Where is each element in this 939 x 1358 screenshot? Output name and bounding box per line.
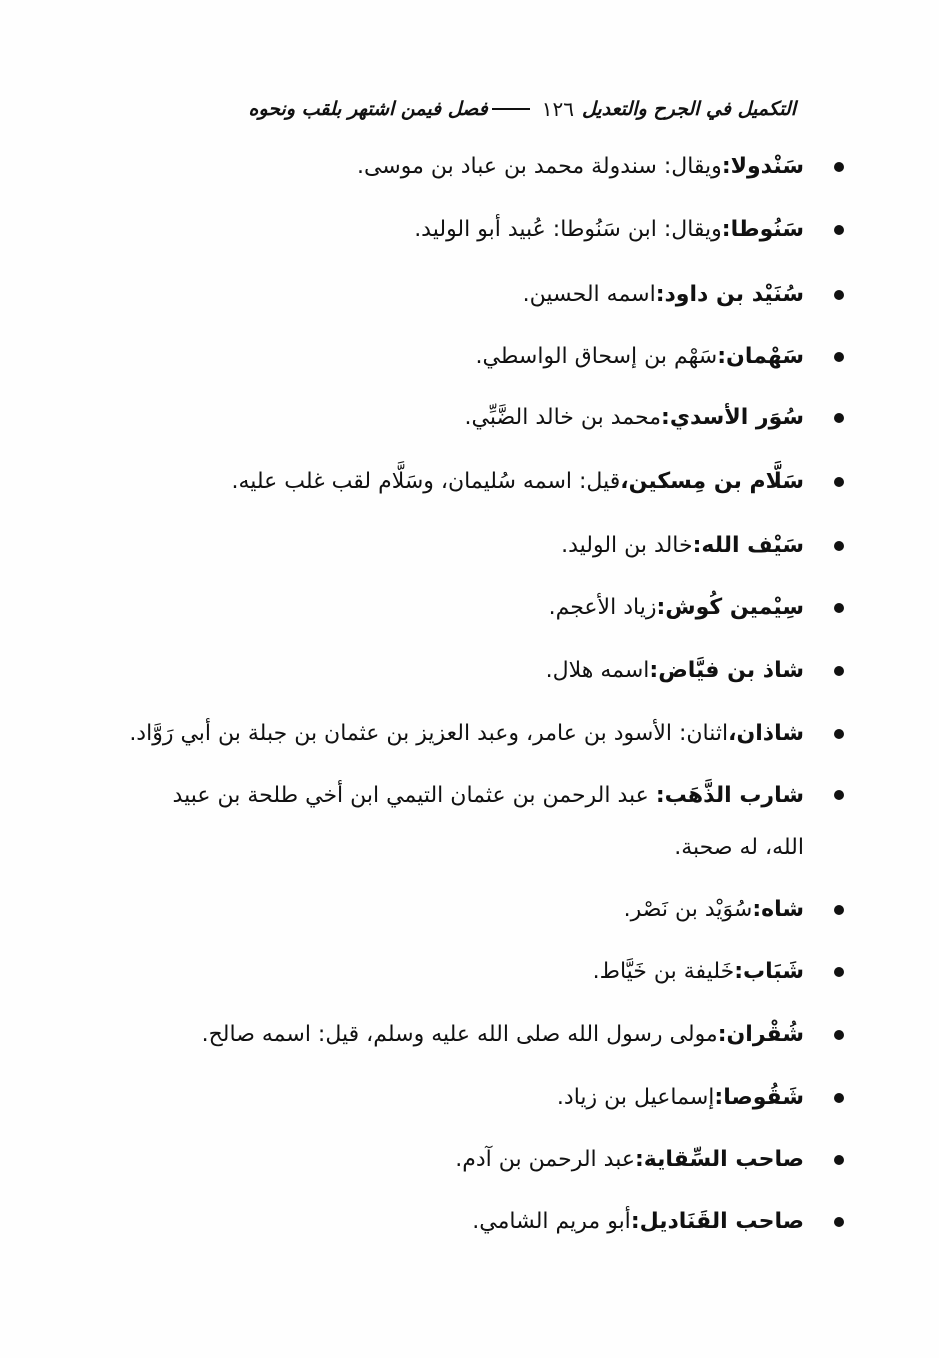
- entry-text: خالد بن الوليد.: [561, 533, 693, 558]
- list-item: [624, 895, 804, 925]
- list-item: [557, 1083, 804, 1113]
- list-item: [414, 215, 804, 245]
- bullet-icon: [834, 225, 844, 235]
- bullet-icon: [834, 477, 844, 487]
- list-item: [464, 403, 804, 433]
- bullet-icon: [834, 1155, 844, 1165]
- entry-term: سَنُوطا:: [721, 217, 804, 242]
- list-item: [476, 342, 804, 372]
- entry-text: اسمه هلال.: [545, 658, 650, 683]
- list-item: [455, 1145, 804, 1175]
- entry-term: سُوَر الأسدي:: [661, 405, 804, 430]
- entry-text: مولى رسول الله صلى الله عليه وسلم، قيل: اسمه صالح.: [201, 1022, 718, 1047]
- entry-term: شاه:: [752, 897, 804, 922]
- entry-term: شَقُوصا:: [714, 1085, 804, 1110]
- bullet-icon: [834, 603, 844, 613]
- bullet-icon: [834, 1030, 844, 1040]
- header-dash-right: [492, 108, 530, 110]
- list-item: [593, 957, 804, 987]
- list-item: [523, 280, 804, 310]
- book-title: التكميل في الجرح والتعديل: [581, 98, 796, 120]
- list-item: [549, 593, 804, 623]
- list-item: [561, 531, 804, 561]
- list-item: [202, 1020, 804, 1050]
- list-item: [129, 719, 804, 749]
- bullet-icon: [834, 666, 844, 676]
- bullet-icon: [834, 162, 844, 172]
- entry-text: زياد الأعجم.: [548, 595, 657, 620]
- list-item: [139, 770, 804, 874]
- entry-term: سُنَيْد بن داود:: [655, 282, 804, 307]
- entry-text: عبد الرحمن بن عثمان التيمي ابن أخي طلحة بن عبيد الله، له صحبة.: [172, 783, 804, 860]
- bullet-icon: [834, 352, 844, 362]
- entry-text: خَليفة بن خَيَّاط.: [592, 959, 735, 984]
- entry-text: سَهْم بن إسحاق الواسطي.: [475, 344, 718, 369]
- entry-text: ويقال: ابن سَنُوطا: عُبيد أبو الوليد.: [414, 217, 722, 242]
- bullet-icon: [834, 729, 844, 739]
- entry-text: قيل: اسمه سُليمان، وسَلَّام لقب غلب عليه.: [231, 469, 621, 494]
- entry-text: اسمه الحسين.: [522, 282, 656, 307]
- entry-term: شاذان،: [728, 721, 804, 746]
- bullet-icon: [834, 790, 844, 800]
- entry-text: أبو مريم الشامي.: [472, 1209, 631, 1234]
- entry-text: سُوَيْد بن نَصْر.: [623, 897, 753, 922]
- page-header: [150, 92, 796, 126]
- bullet-icon: [834, 967, 844, 977]
- bullet-icon: [834, 905, 844, 915]
- entry-text: إسماعيل بن زياد.: [556, 1085, 715, 1110]
- entry-term: شَبَاب:: [734, 959, 804, 984]
- list-item: [546, 656, 804, 686]
- entry-term: شاذ بن فيَّاض:: [649, 658, 804, 683]
- bullet-icon: [834, 290, 844, 300]
- entry-term: شارب الذَّهَب:: [655, 783, 804, 808]
- list-item: [472, 1207, 804, 1237]
- bullet-icon: [834, 413, 844, 423]
- entry-term: صاحب السِّقاية:: [634, 1147, 804, 1172]
- entry-text: اثنان: الأسود بن عامر، وعبد العزيز بن عثمان بن جبلة بن أبي رَوَّاد.: [129, 721, 729, 746]
- entry-text: محمد بن خالد الضَّبِّي.: [464, 405, 662, 430]
- entry-term: سَنْدولا:: [721, 154, 804, 179]
- list-item: [357, 152, 804, 182]
- page-number: ١٢٦: [541, 97, 574, 121]
- entry-term: سَهْمان:: [717, 344, 804, 369]
- bullet-icon: [834, 1217, 844, 1227]
- entry-term: سِيْمين كُوش:: [656, 595, 804, 620]
- entry-term: شُقْران:: [717, 1022, 804, 1047]
- bullet-icon: [834, 1093, 844, 1103]
- entry-term: سَلَّام بن مِسكين،: [620, 469, 804, 494]
- entry-term: صاحب القَنَاديل:: [630, 1209, 804, 1234]
- bullet-icon: [834, 541, 844, 551]
- entry-text: عبد الرحمن بن آدم.: [455, 1147, 635, 1172]
- chapter-title: فصل فيمن اشتهر بلقب ونحوه: [248, 98, 488, 120]
- entry-text: ويقال: سندولة محمد بن عباد بن موسى.: [356, 154, 722, 179]
- entry-term: سَيْف الله:: [692, 533, 804, 558]
- list-item: [231, 467, 804, 497]
